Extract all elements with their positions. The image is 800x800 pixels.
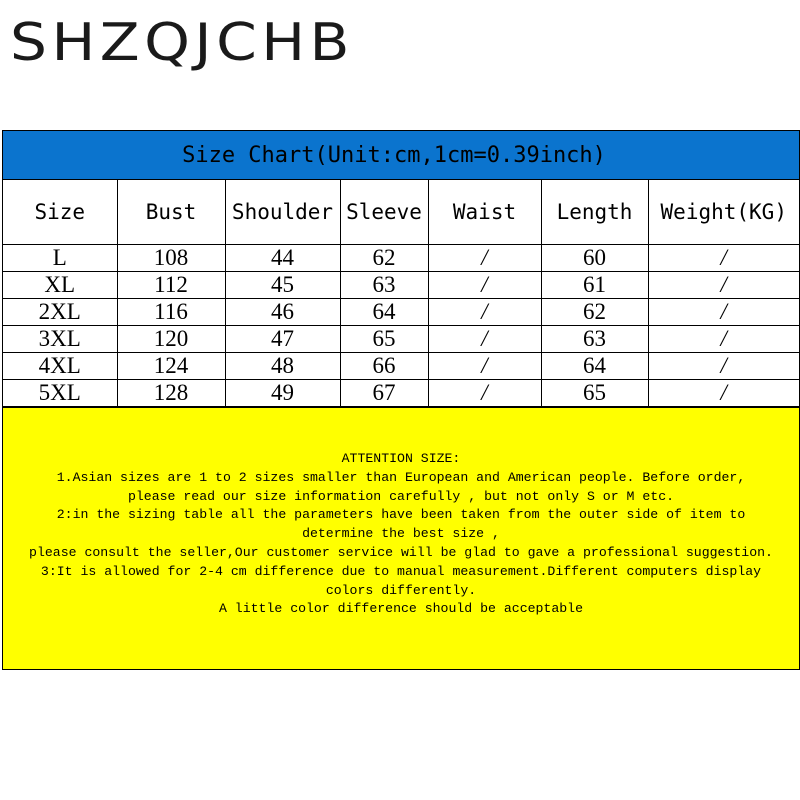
cell-waist: /	[428, 299, 541, 326]
header-waist: Waist	[428, 180, 541, 245]
header-length: Length	[541, 180, 648, 245]
table-row	[3, 299, 799, 326]
notice-heading: ATTENTION SIZE:	[341, 451, 461, 466]
notice-line: A little color difference should be acceptable	[218, 601, 584, 617]
cell-waist: /	[428, 272, 541, 299]
table-row	[3, 272, 799, 299]
cell-waist: /	[428, 245, 541, 272]
header-shoulder: Shoulder	[225, 180, 340, 245]
cell-length: 65	[541, 380, 648, 407]
cell-sleeve: 63	[340, 272, 428, 299]
table-row	[3, 353, 799, 380]
cell-size: 4XL	[3, 353, 117, 380]
cell-shoulder: 45	[225, 272, 340, 299]
cell-waist: /	[428, 326, 541, 353]
brand-name: SHZQJCHB	[10, 13, 354, 73]
cell-length: 62	[541, 299, 648, 326]
notice-line: 1.Asian sizes are 1 to 2 sizes smaller than European and American people. Before order,	[56, 469, 746, 485]
cell-weight: /	[648, 353, 799, 380]
size-chart	[2, 130, 800, 670]
header-weight: Weight(KG)	[648, 180, 799, 245]
notice-line: 2:in the sizing table all the parameters have been taken from the outer side of item to	[56, 507, 746, 523]
cell-size: 2XL	[3, 299, 117, 326]
cell-weight: /	[648, 299, 799, 326]
table-row	[3, 380, 799, 407]
cell-length: 61	[541, 272, 648, 299]
cell-bust: 120	[117, 326, 225, 353]
notice-line: please read our size information carefully , but not only S or M etc.	[127, 488, 675, 504]
cell-sleeve: 67	[340, 380, 428, 407]
header-size: Size	[3, 180, 117, 245]
cell-bust: 116	[117, 299, 225, 326]
cell-weight: /	[648, 245, 799, 272]
cell-waist: /	[428, 353, 541, 380]
cell-shoulder: 48	[225, 353, 340, 380]
notice-line: colors differently.	[325, 582, 477, 598]
table-row	[3, 245, 799, 272]
cell-shoulder: 47	[225, 326, 340, 353]
header-bust: Bust	[117, 180, 225, 245]
table-row	[3, 326, 799, 353]
cell-size: 5XL	[3, 380, 117, 407]
chart-title: Size Chart(Unit:cm,1cm=0.39inch)	[182, 142, 606, 168]
cell-size: 3XL	[3, 326, 117, 353]
cell-size: L	[3, 245, 117, 272]
attention-notice	[3, 407, 799, 669]
header-sleeve: Sleeve	[340, 180, 428, 245]
notice-line: please consult the seller,Our customer service will be glad to gave a professional suggestion.	[29, 544, 773, 560]
cell-weight: /	[648, 272, 799, 299]
brand-logo	[10, 13, 370, 73]
table-header-row	[3, 180, 799, 245]
cell-bust: 112	[117, 272, 225, 299]
size-table	[3, 180, 799, 407]
cell-sleeve: 62	[340, 245, 428, 272]
cell-shoulder: 49	[225, 380, 340, 407]
cell-shoulder: 44	[225, 245, 340, 272]
cell-weight: /	[648, 380, 799, 407]
chart-title-bar	[3, 131, 799, 180]
cell-bust: 128	[117, 380, 225, 407]
cell-bust: 108	[117, 245, 225, 272]
cell-length: 64	[541, 353, 648, 380]
cell-sleeve: 66	[340, 353, 428, 380]
cell-length: 60	[541, 245, 648, 272]
cell-bust: 124	[117, 353, 225, 380]
cell-waist: /	[428, 380, 541, 407]
notice-line: 3:It is allowed for 2-4 cm difference due to manual measurement.Different computers display	[40, 563, 762, 579]
cell-weight: /	[648, 326, 799, 353]
cell-length: 63	[541, 326, 648, 353]
cell-shoulder: 46	[225, 299, 340, 326]
cell-size: XL	[3, 272, 117, 299]
notice-line: determine the best size ,	[302, 526, 500, 542]
cell-sleeve: 65	[340, 326, 428, 353]
cell-sleeve: 64	[340, 299, 428, 326]
